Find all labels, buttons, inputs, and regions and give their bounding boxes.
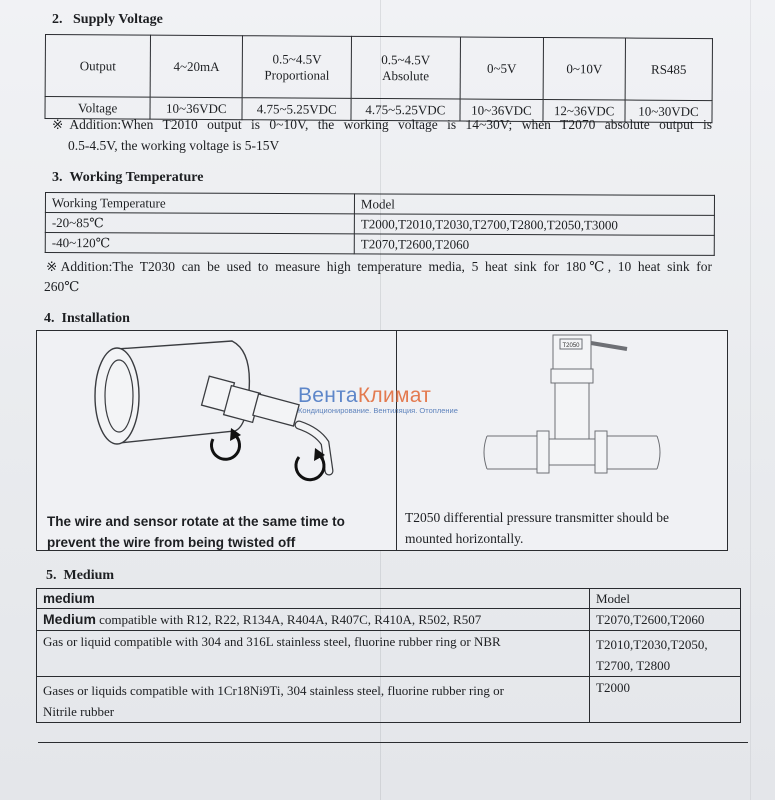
table-cell: T2000 <box>590 677 741 723</box>
table-row <box>45 233 714 256</box>
working-temperature-table <box>45 192 715 256</box>
differential-transmitter-illustration <box>397 331 727 501</box>
table-cell: RS485 <box>625 38 712 101</box>
cell-text: compatible with R12, R22, R134A, R404A, R407C, R410A, R502, R507 <box>95 612 482 627</box>
cable <box>591 343 627 349</box>
section-heading-working-temperature <box>52 170 203 186</box>
table-cell: -40~120℃ <box>45 233 354 254</box>
pipe-sensor-illustration <box>37 331 397 501</box>
watermark-suffix: Климат <box>357 384 432 407</box>
cell-line: 0.5~4.5V <box>272 50 322 67</box>
pipe-break <box>484 436 487 469</box>
installation-panel-right <box>396 330 728 551</box>
table-cell: Model <box>354 194 714 216</box>
section-number: 3. <box>52 170 63 185</box>
supply-note-line: ※Addition:When T2010 output is 0~10V, the working voltage is 14~30V; when T2070 absolute output is <box>52 117 712 132</box>
caption-line: mounted horizontally. <box>405 531 524 546</box>
table-cell <box>590 631 741 677</box>
installation-caption-left <box>47 511 345 553</box>
pipe-break <box>657 436 660 469</box>
temperature-note-line: 260℃ <box>44 279 80 294</box>
cell-line: Absolute <box>382 67 430 83</box>
table-cell: 4~20mA <box>150 35 243 98</box>
caption-line: T2050 differential pressure transmitter should be <box>405 510 670 525</box>
table-cell: Model <box>590 589 741 609</box>
table-cell <box>242 36 351 99</box>
section-heading-installation <box>44 311 130 327</box>
section-heading-supply-voltage <box>52 12 163 28</box>
watermark-prefix: Вента <box>298 384 358 407</box>
table-cell: T2070,T2600,T2060 <box>354 234 714 256</box>
section-number: 5. <box>46 568 57 583</box>
transmitter-base <box>549 439 595 465</box>
fitting-left <box>537 431 549 473</box>
table-cell: 0~10V <box>543 38 625 100</box>
installation-caption-right <box>405 507 669 549</box>
sensor-body <box>253 394 299 426</box>
cell-line: T2010,T2030,T2050, <box>596 637 708 652</box>
table-cell: Voltage <box>45 97 150 120</box>
table-row <box>45 35 712 101</box>
section-number: 2. <box>52 12 63 27</box>
table-cell: 4.75~5.25VDC <box>351 98 460 121</box>
rotate-arrow-icon <box>296 455 324 480</box>
installation-panel-left <box>36 330 398 551</box>
caption-line: prevent the wire from being twisted off <box>47 535 296 550</box>
table-cell: 10~30VDC <box>625 100 712 123</box>
cell-line: Gases or liquids compatible with 1Cr18Ni9Ti, 304 stainless steel, fluorine rubber ring or <box>43 683 504 698</box>
fitting-right <box>595 431 607 473</box>
section-title: Medium <box>63 568 115 583</box>
table-cell <box>37 677 590 723</box>
supply-note-line: 0.5-4.5V, the working voltage is 5-15V <box>68 138 280 153</box>
table-cell: 10~36VDC <box>150 97 242 120</box>
table-row <box>37 677 741 723</box>
table-cell: Working Temperature <box>45 193 354 214</box>
rotate-arrow-icon <box>212 435 240 459</box>
table-cell <box>351 36 460 99</box>
table-cell: T2070,T2600,T2060 <box>590 609 741 631</box>
section-heading-medium <box>46 568 114 584</box>
page-divider <box>38 742 748 743</box>
table-row <box>37 589 741 609</box>
table-row <box>37 631 741 677</box>
cell-line: T2700, T2800 <box>596 658 671 673</box>
table-cell: Output <box>45 35 151 98</box>
table-cell: 12~36VDC <box>543 100 625 122</box>
section-title: Supply Voltage <box>73 12 163 27</box>
paper-fold <box>750 0 751 800</box>
table-cell: T2000,T2010,T2030,T2700,T2800,T2050,T3000 <box>354 214 714 236</box>
cell-line: 0.5~4.5V <box>381 51 431 67</box>
supply-voltage-table <box>44 34 713 123</box>
cell-line: Proportional <box>264 66 330 83</box>
table-cell: 10~36VDC <box>460 99 544 122</box>
cell-lead: Medium <box>43 611 96 627</box>
temperature-note-line: ※Addition:The T2030 can be used to measure high temperature media, 5 heat sink for 180℃, 10 heat sink for <box>46 259 712 274</box>
table-cell: medium <box>37 589 590 609</box>
watermark-title <box>298 384 458 408</box>
watermark-logo <box>298 384 458 415</box>
section-title: Working Temperature <box>69 170 204 185</box>
table-cell: Gas or liquid compatible with 304 and 316L stainless steel, fluorine rubber ring or NBR <box>37 631 590 677</box>
table-cell: -20~85℃ <box>45 213 354 234</box>
table-cell: 4.75~5.25VDC <box>242 98 351 121</box>
table-cell <box>37 609 590 631</box>
transmitter-ring <box>551 369 593 383</box>
table-row <box>37 609 741 631</box>
section-number: 4. <box>44 311 55 326</box>
caption-line: The wire and sensor rotate at the same time to <box>47 514 345 529</box>
medium-table <box>36 588 741 723</box>
table-cell: 0~5V <box>460 37 544 100</box>
device-label: T2050 <box>562 343 580 349</box>
section-title: Installation <box>61 311 130 326</box>
cell-line: Nitrile rubber <box>43 704 115 719</box>
watermark-subtitle: Кондиционирование. Вентиляция. Отопление <box>298 406 458 415</box>
